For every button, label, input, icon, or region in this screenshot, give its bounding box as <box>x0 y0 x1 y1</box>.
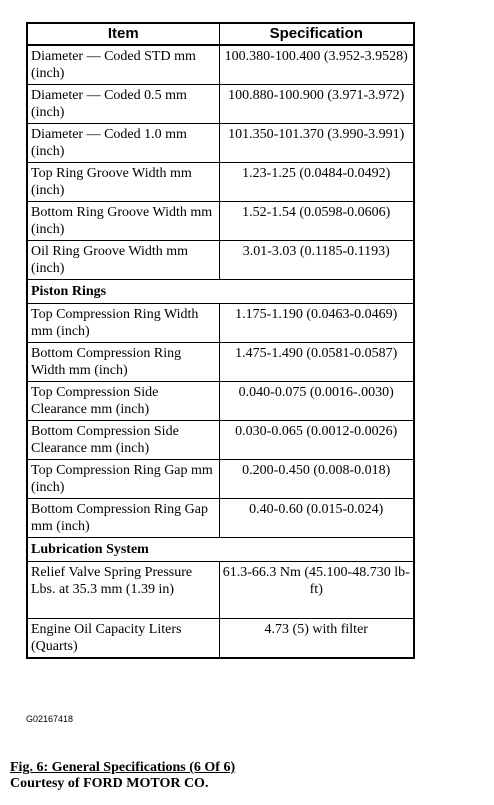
row-spec: 61.3-66.3 Nm (45.100-48.730 lb-ft) <box>219 562 414 619</box>
row-spec: 0.40-0.60 (0.015-0.024) <box>219 499 414 538</box>
table-row <box>27 382 414 421</box>
header-item: Item <box>27 23 219 45</box>
row-item: Bottom Ring Groove Width mm (inch) <box>27 202 219 241</box>
row-spec: 1.52-1.54 (0.0598-0.0606) <box>219 202 414 241</box>
header-specification: Specification <box>219 23 414 45</box>
row-spec: 1.23-1.25 (0.0484-0.0492) <box>219 163 414 202</box>
caption-courtesy: Courtesy of FORD MOTOR CO. <box>10 776 209 791</box>
table-row <box>27 241 414 280</box>
row-spec: 101.350-101.370 (3.990-3.991) <box>219 124 414 163</box>
row-item: Relief Valve Spring Pressure Lbs. at 35.3 mm (1.39 in) <box>27 562 219 619</box>
section-row-lubrication <box>27 538 414 562</box>
table-row <box>27 124 414 163</box>
row-item: Top Ring Groove Width mm (inch) <box>27 163 219 202</box>
table-row <box>27 45 414 85</box>
section-title: Lubrication System <box>27 538 414 562</box>
table-row <box>27 163 414 202</box>
row-item: Bottom Compression Ring Width mm (inch) <box>27 343 219 382</box>
table-row <box>27 202 414 241</box>
section-row-piston-rings <box>27 280 414 304</box>
row-item: Engine Oil Capacity Liters (Quarts) <box>27 619 219 659</box>
row-item: Top Compression Side Clearance mm (inch) <box>27 382 219 421</box>
row-spec: 0.030-0.065 (0.0012-0.0026) <box>219 421 414 460</box>
row-spec: 3.01-3.03 (0.1185-0.1193) <box>219 241 414 280</box>
table-row <box>27 499 414 538</box>
row-item: Top Compression Ring Gap mm (inch) <box>27 460 219 499</box>
table-row <box>27 85 414 124</box>
row-item: Top Compression Ring Width mm (inch) <box>27 304 219 343</box>
row-item: Diameter — Coded 1.0 mm (inch) <box>27 124 219 163</box>
row-spec: 1.475-1.490 (0.0581-0.0587) <box>219 343 414 382</box>
row-item: Diameter — Coded 0.5 mm (inch) <box>27 85 219 124</box>
table-row <box>27 460 414 499</box>
specifications-table <box>26 22 415 659</box>
table-row <box>27 619 414 659</box>
row-spec: 4.73 (5) with filter <box>219 619 414 659</box>
table-row <box>27 343 414 382</box>
row-item: Bottom Compression Ring Gap mm (inch) <box>27 499 219 538</box>
section-title: Piston Rings <box>27 280 414 304</box>
row-spec: 0.040-0.075 (0.0016-.0030) <box>219 382 414 421</box>
row-item: Oil Ring Groove Width mm (inch) <box>27 241 219 280</box>
row-spec: 1.175-1.190 (0.0463-0.0469) <box>219 304 414 343</box>
table-row <box>27 562 414 619</box>
figure-caption <box>10 760 235 792</box>
table-row <box>27 304 414 343</box>
caption-title: Fig. 6: General Specifications (6 Of 6) <box>10 760 236 775</box>
figure-id: G02167418 <box>26 714 74 724</box>
table-header-row <box>27 23 414 45</box>
row-spec: 0.200-0.450 (0.008-0.018) <box>219 460 414 499</box>
row-spec: 100.380-100.400 (3.952-3.9528) <box>219 45 414 85</box>
table-row <box>27 421 414 460</box>
row-item: Diameter — Coded STD mm (inch) <box>27 45 219 85</box>
row-item: Bottom Compression Side Clearance mm (inch) <box>27 421 219 460</box>
row-spec: 100.880-100.900 (3.971-3.972) <box>219 85 414 124</box>
